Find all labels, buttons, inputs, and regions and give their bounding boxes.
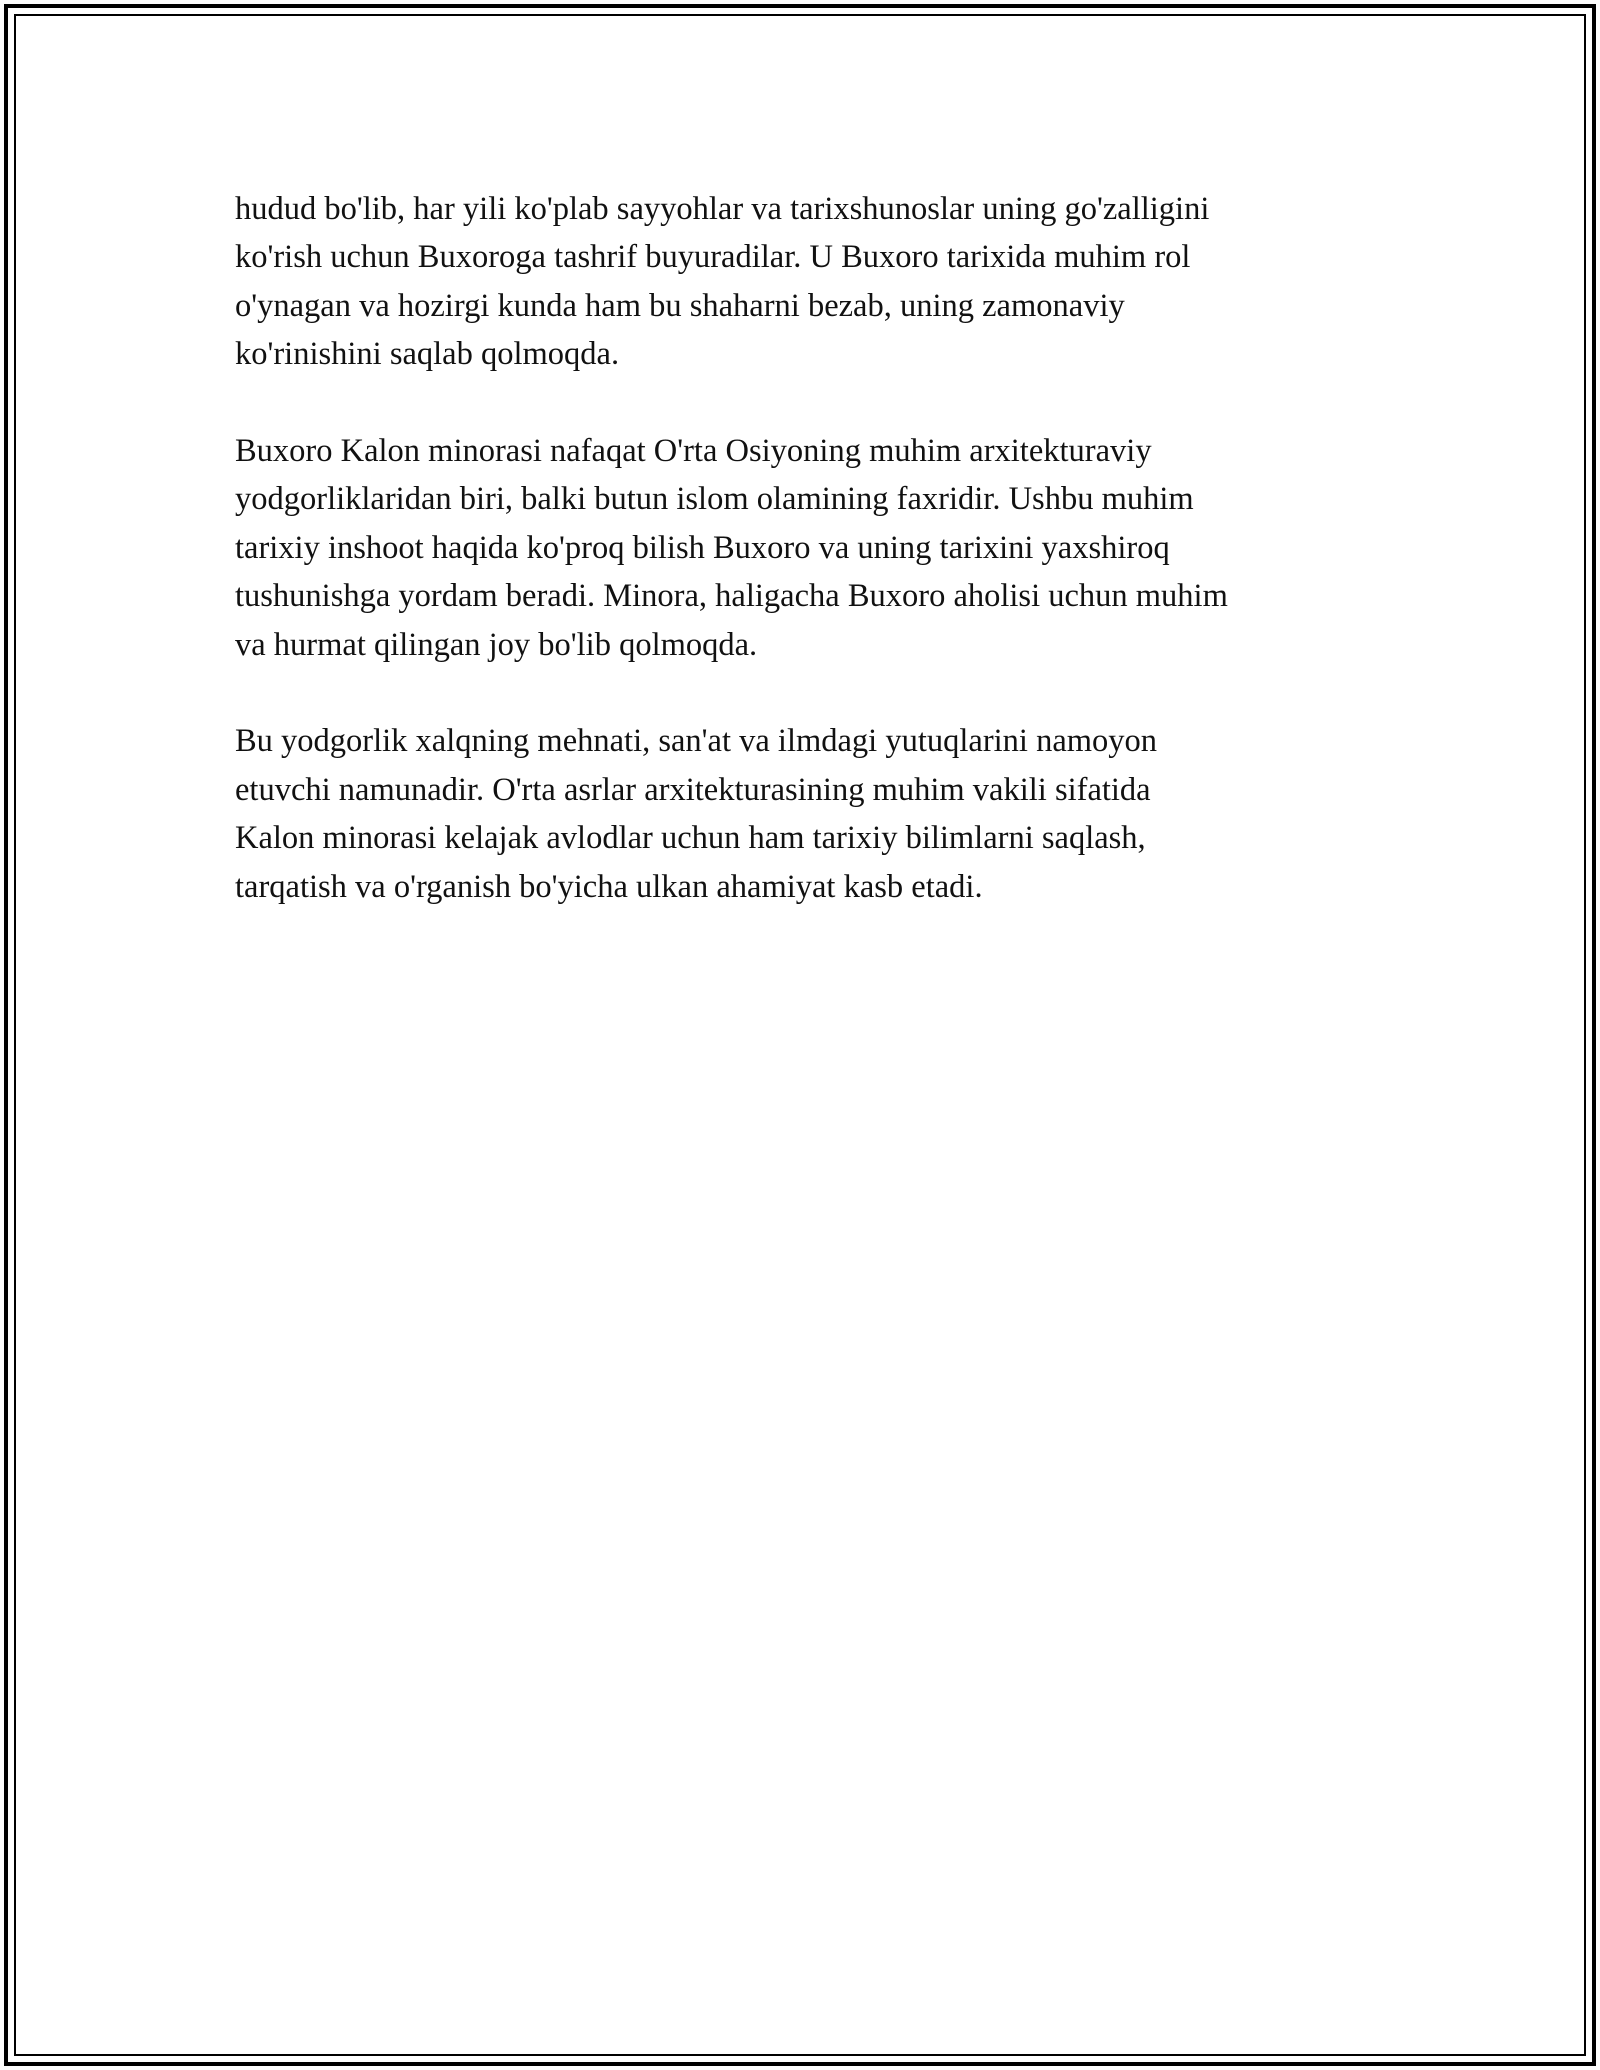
- paragraph-1: hudud bo'lib, har yili ko'plab sayyohlar va tarixshunoslar uning go'zalligini ko'rish uchun Buxoroga tashrif buyuradilar. U Buxoro tarixida muhim rol o'ynagan va hozirgi kunda ham bu shaharni bezab, uning zamonaviy ko'rinishini saqlab qolmoqda.: [235, 191, 1210, 373]
- paragraph-2: Buxoro Kalon minorasi nafaqat O'rta Osiyoning muhim arxitekturaviy yodgorliklaridan biri, balki butun islom olamining faxridir. Ushbu muhim tarixiy inshoot haqida ko'proq bilish Buxoro va uning tarixini yaxshiroq tushunishga yordam beradi. Minora, haligacha Buxoro aholisi uchun muhim va hurmat qilingan joy bo'lib qolmoqda.: [235, 433, 1228, 663]
- paragraph-3: Bu yodgorlik xalqning mehnati, san'at va ilmdagi yutuqlarini namoyon etuvchi namunadir. O'rta asrlar arxitekturasining muhim vakili sifatida Kalon minorasi kelajak avlodlar uchun ham tarixiy bilimlarni saqlash, tarqatish va o'rganish bo'yicha ulkan ahamiyat kasb etadi.: [235, 723, 1158, 905]
- document-body: [235, 185, 1365, 959]
